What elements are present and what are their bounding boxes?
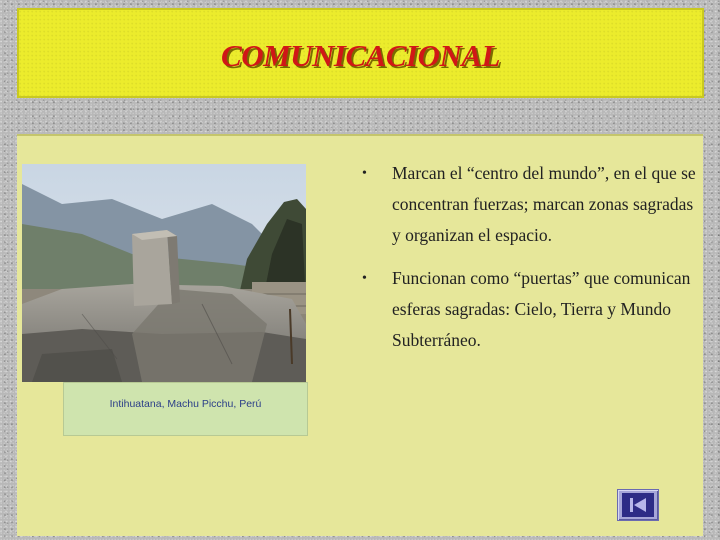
- photo-caption: Intihuatana, Machu Picchu, Perú: [109, 398, 262, 410]
- bullet-text: Funcionan como “puertas” que comunican esferas sagradas: Cielo, Tierra y Mundo Subterráneo.: [392, 268, 691, 350]
- back-to-start-button[interactable]: [617, 489, 659, 521]
- bullet-list: [362, 158, 702, 356]
- intihuatana-photo: [22, 164, 306, 382]
- bullet-dot-icon: •: [362, 166, 367, 181]
- bullet-item: [362, 158, 702, 251]
- bullet-dot-icon: •: [362, 271, 367, 286]
- title-banner: [17, 8, 704, 98]
- bullet-text: Marcan el “centro del mundo”, en el que se concentran fuerzas; marcan zonas sagradas y organizan el espacio.: [392, 163, 696, 245]
- slide-title: COMUNICACIONAL: [221, 38, 500, 73]
- skip-back-icon: [622, 493, 654, 517]
- photo-caption-box: [63, 382, 308, 436]
- bullet-item: [362, 263, 702, 356]
